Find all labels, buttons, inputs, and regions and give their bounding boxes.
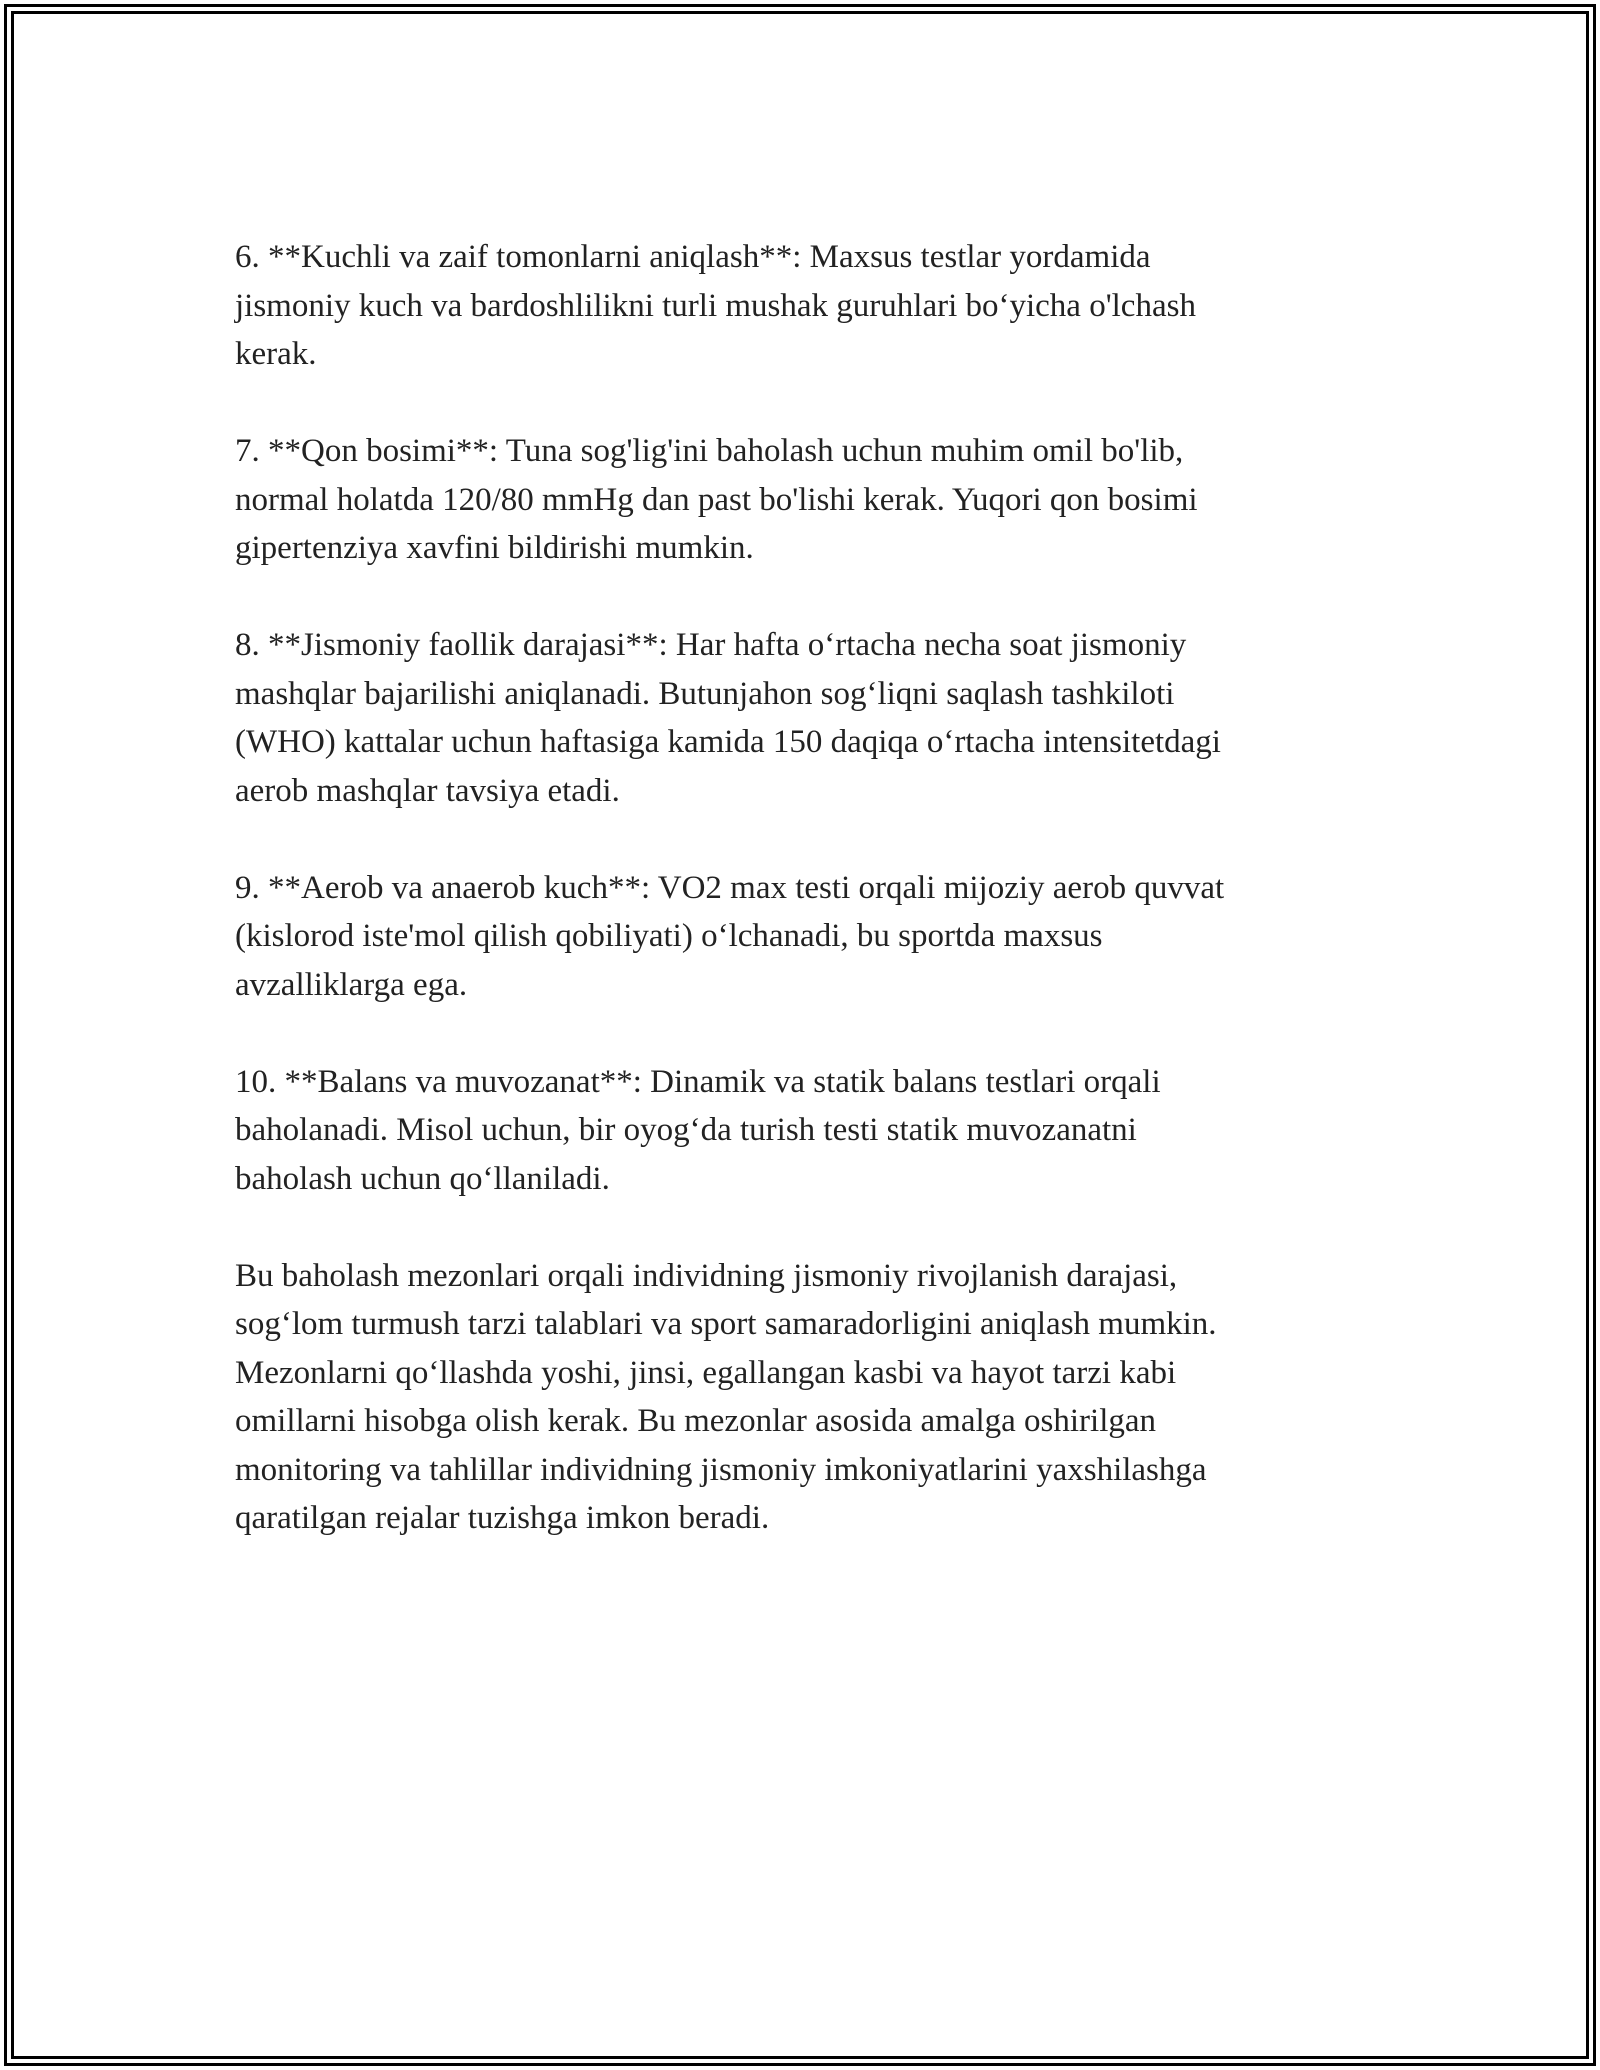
document-body <box>235 233 1365 1591</box>
paragraph-item-7: 7. **Qon bosimi**: Tuna sog'lig'ini baholash uchun muhim omil bo'lib, normal holatda 120/80 mmHg dan past bo'lishi kerak. Yuqori qon bosimi gipertenziya xavfini bildirishi mumkin. <box>235 433 1198 566</box>
paragraph-item-9: 9. **Aerob va anaerob kuch**: VO2 max testi orqali mijoziy aerob quvvat (kislorod iste'mol qilish qobiliyati) o‘lchanadi, bu sportda maxsus avzalliklarga ega. <box>235 869 1225 1003</box>
paragraph-item-10: 10. **Balans va muvozanat**: Dinamik va statik balans testlari orqali baholanadi. Misol uchun, bir oyog‘da turish testi statik muvozanatni baholash uchun qo‘llaniladi. <box>235 1063 1161 1197</box>
paragraph-item-6: 6. **Kuchli va zaif tomonlarni aniqlash**: Maxsus testlar yordamida jismoniy kuch va bardoshlilikni turli mushak guruhlari bo‘yicha o'lchash kerak. <box>235 239 1196 372</box>
paragraph-item-8: 8. **Jismoniy faollik darajasi**: Har hafta o‘rtacha necha soat jismoniy mashqlar bajarilishi aniqlanadi. Butunjahon sog‘liqni saqlash tashkiloti (WHO) kattalar uchun haftasiga kamida 150 daqiqa o‘rtacha intensitetdagi aerob mashqlar tavsiya etadi. <box>235 627 1221 809</box>
paragraph-conclusion: Bu baholash mezonlari orqali individning jismoniy rivojlanish darajasi, sog‘lom turmush tarzi talablari va sport samaradorligini aniqlash mumkin. Mezonlarni qo‘llashda yoshi, jinsi, egallangan kasbi va hayot tarzi kabi omillarni hisobga olish kerak. Bu mezonlar asosida amalga oshirilgan monitoring va tahlillar individning jismoniy imkoniyatlarini yaxshilashga qaratilgan rejalar tuzishga imkon beradi. <box>235 1257 1217 1536</box>
